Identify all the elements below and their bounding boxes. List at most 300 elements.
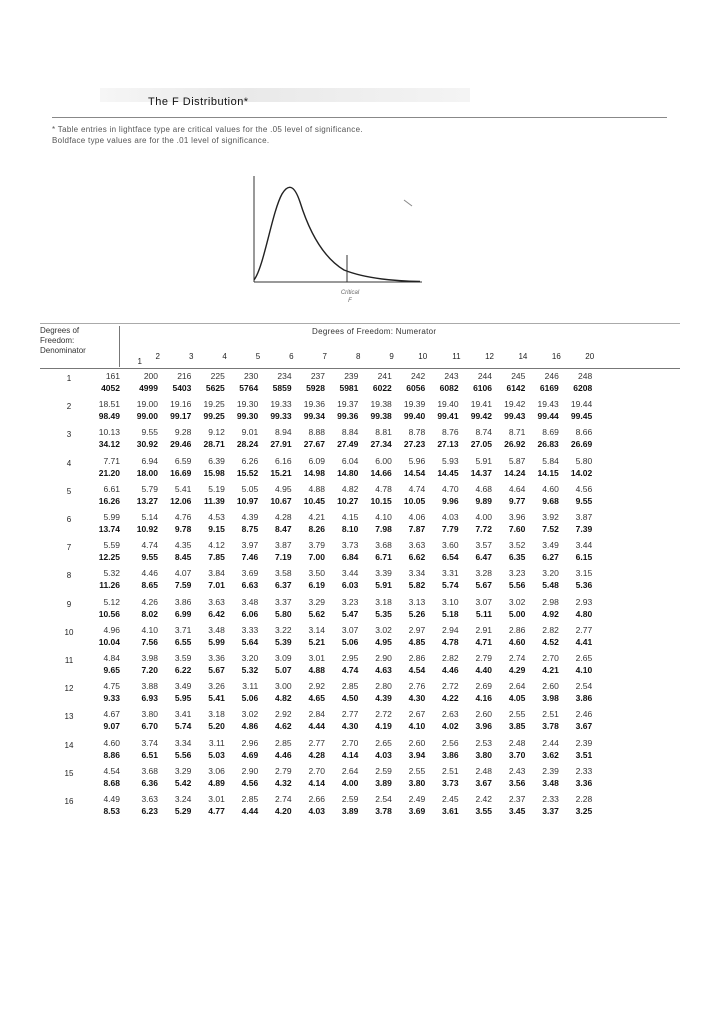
critical-value-05: 8.81 [375, 427, 392, 438]
critical-value-05: 2.90 [375, 653, 392, 663]
critical-value-05: 2.64 [341, 765, 359, 776]
critical-value-05: 2.80 [375, 681, 392, 692]
critical-value-05: 3.48 [241, 596, 259, 607]
critical-value-05: 3.74 [141, 737, 158, 748]
critical-value-05: 2.82 [542, 624, 559, 635]
critical-value-01: 4.89 [208, 777, 225, 788]
critical-f-label: Critical F [340, 290, 360, 304]
critical-value-01: 3.98 [542, 693, 559, 704]
critical-value-05: 3.01 [208, 794, 225, 804]
critical-value-01: 8.26 [308, 524, 325, 534]
critical-value-01: 5.64 [241, 636, 259, 647]
critical-value-05: 234 [277, 371, 292, 381]
critical-value-01: 7.46 [241, 552, 259, 563]
critical-value-05: 248 [578, 371, 593, 381]
critical-value-05: 3.68 [141, 765, 158, 776]
critical-value-01: 3.86 [575, 693, 593, 704]
critical-value-05: 2.77 [341, 709, 359, 720]
critical-value-05: 2.39 [542, 765, 559, 776]
critical-value-05: 3.71 [174, 624, 192, 635]
critical-value-01: 98.49 [98, 411, 120, 422]
critical-value-05: 3.86 [174, 596, 192, 607]
critical-value-05: 4.78 [375, 483, 392, 494]
critical-value-01: 10.05 [403, 495, 426, 506]
critical-value-05: 5.05 [241, 483, 259, 494]
critical-value-01: 4.62 [275, 721, 292, 732]
critical-value-01: 99.41 [437, 411, 459, 422]
critical-value-05: 8.69 [542, 427, 559, 438]
critical-value-05: 6.04 [341, 455, 359, 466]
critical-value-01: 4.88 [308, 665, 325, 675]
critical-value-05: 3.28 [475, 568, 492, 579]
critical-value-05: 2.70 [341, 737, 359, 748]
critical-value-01: 9.15 [208, 524, 225, 534]
critical-value-01: 3.67 [575, 721, 593, 732]
critical-value-05: 4.03 [442, 512, 459, 522]
critical-value-01: 10.92 [136, 524, 158, 534]
critical-value-05: 5.41 [174, 483, 192, 494]
critical-value-05: 6.00 [375, 455, 392, 466]
critical-value-01: 4.03 [308, 806, 325, 816]
critical-value-05: 3.68 [375, 540, 392, 551]
critical-value-05: 230 [244, 371, 259, 381]
critical-value-05: 2.85 [275, 737, 292, 748]
critical-value-05: 4.64 [508, 483, 526, 494]
critical-value-05: 239 [344, 371, 359, 381]
numerator-df-11: 11 [452, 352, 461, 361]
critical-value-05: 6.26 [241, 455, 259, 466]
critical-value-01: 13.27 [136, 495, 158, 506]
numerator-df-8: 8 [355, 352, 361, 361]
critical-value-01: 15.21 [270, 467, 292, 478]
critical-value-05: 4.35 [174, 540, 192, 551]
numerator-df-2: 2 [155, 352, 160, 361]
critical-value-05: 19.40 [437, 399, 459, 410]
critical-value-05: 2.86 [508, 624, 526, 635]
critical-value-05: 2.43 [508, 765, 526, 776]
critical-value-01: 6.15 [575, 552, 593, 563]
critical-value-01: 4.40 [475, 665, 492, 675]
critical-value-05: 6.61 [103, 483, 120, 494]
critical-value-01: 10.67 [270, 495, 292, 506]
critical-value-01: 5.06 [341, 636, 359, 647]
critical-value-01: 6.99 [174, 608, 192, 619]
critical-value-05: 19.38 [370, 399, 392, 410]
critical-value-01: 3.62 [542, 749, 559, 760]
critical-value-05: 2.53 [475, 737, 492, 748]
critical-value-05: 3.49 [542, 540, 559, 551]
critical-value-01: 5.56 [174, 749, 192, 760]
critical-value-01: 4.20 [275, 806, 292, 816]
critical-value-01: 3.96 [475, 721, 492, 732]
critical-value-05: 2.90 [241, 765, 259, 776]
critical-value-05: 8.88 [308, 427, 325, 438]
critical-value-01: 3.85 [508, 721, 526, 732]
critical-value-05: 2.54 [375, 794, 392, 804]
critical-value-01: 99.36 [337, 411, 359, 422]
critical-value-01: 6169 [539, 383, 559, 393]
critical-value-05: 2.39 [575, 737, 593, 748]
critical-value-05: 2.55 [508, 709, 526, 720]
critical-value-05: 4.12 [208, 540, 225, 551]
critical-value-05: 3.29 [174, 765, 192, 776]
critical-value-05: 2.72 [442, 681, 459, 692]
critical-value-01: 4.16 [475, 693, 492, 704]
critical-value-05: 6.16 [275, 455, 292, 466]
denominator-df-6: 6 [66, 515, 72, 524]
critical-value-01: 7.00 [308, 552, 325, 563]
critical-value-05: 3.18 [375, 596, 392, 607]
critical-value-05: 8.76 [442, 427, 459, 438]
critical-value-05: 3.87 [275, 540, 292, 551]
critical-value-05: 5.32 [103, 568, 120, 579]
critical-value-01: 4.80 [575, 608, 593, 619]
critical-value-05: 3.36 [208, 653, 225, 663]
critical-value-01: 6.42 [208, 608, 225, 619]
critical-value-01: 4.32 [275, 777, 292, 788]
critical-value-05: 2.37 [508, 794, 526, 804]
critical-value-01: 4.30 [341, 721, 359, 732]
critical-value-01: 5.48 [542, 580, 559, 591]
critical-value-01: 7.01 [208, 580, 225, 591]
critical-value-05: 2.94 [442, 624, 459, 635]
critical-value-01: 3.55 [475, 806, 492, 816]
numerator-df-1: 1 [137, 357, 142, 366]
critical-value-05: 3.10 [442, 596, 459, 607]
critical-value-01: 4.14 [341, 749, 359, 760]
critical-value-01: 4.46 [442, 665, 459, 675]
critical-value-05: 244 [477, 371, 492, 381]
critical-value-05: 3.73 [341, 540, 359, 551]
critical-value-05: 2.51 [442, 765, 459, 776]
critical-value-05: 2.93 [575, 596, 593, 607]
critical-value-05: 3.11 [242, 681, 259, 692]
critical-value-01: 6142 [506, 383, 526, 393]
critical-value-05: 4.46 [141, 568, 158, 579]
critical-value-05: 3.52 [508, 540, 526, 551]
critical-value-05: 19.39 [403, 399, 426, 410]
critical-value-01: 4.22 [442, 693, 459, 704]
critical-value-01: 6082 [439, 383, 459, 393]
denominator-df-7: 7 [66, 543, 72, 553]
critical-value-05: 4.39 [241, 512, 259, 522]
critical-value-01: 5.18 [442, 608, 459, 619]
denominator-df-1: 1 [66, 374, 72, 383]
critical-value-01: 6.63 [241, 580, 259, 591]
critical-value-01: 7.20 [141, 665, 158, 675]
critical-value-05: 3.63 [208, 596, 225, 607]
numerator-df-3: 3 [188, 352, 194, 361]
critical-value-05: 2.54 [575, 681, 593, 692]
critical-value-01: 8.86 [103, 749, 120, 760]
denominator-df-16: 16 [64, 797, 74, 806]
critical-value-05: 2.45 [442, 794, 459, 804]
critical-value-05: 19.41 [470, 399, 492, 410]
critical-value-05: 4.15 [341, 512, 359, 522]
critical-value-05: 2.49 [408, 794, 426, 804]
critical-value-05: 2.82 [442, 653, 459, 663]
numerator-df-5: 5 [255, 352, 261, 361]
critical-value-01: 7.98 [375, 524, 392, 534]
critical-value-05: 4.54 [103, 765, 120, 776]
critical-value-05: 8.78 [408, 427, 426, 438]
critical-value-01: 7.52 [542, 524, 559, 534]
critical-value-01: 4.65 [308, 693, 325, 704]
critical-value-05: 3.80 [141, 709, 158, 720]
critical-value-05: 19.36 [303, 399, 325, 410]
critical-value-05: 161 [105, 371, 120, 381]
critical-value-05: 2.70 [542, 653, 559, 663]
critical-value-01: 3.94 [408, 749, 426, 760]
critical-value-01: 6.55 [174, 636, 192, 647]
critical-value-01: 8.10 [341, 524, 359, 534]
critical-value-05: 3.11 [208, 737, 225, 748]
critical-value-01: 4.21 [542, 665, 559, 675]
critical-value-01: 5.95 [174, 693, 192, 704]
critical-value-05: 2.44 [542, 737, 559, 748]
critical-value-05: 3.69 [241, 568, 259, 579]
table-top-rule [40, 323, 680, 324]
critical-value-01: 5.62 [308, 608, 325, 619]
critical-value-05: 2.33 [542, 794, 559, 804]
critical-value-01: 5.80 [275, 608, 292, 619]
critical-value-05: 3.63 [141, 794, 158, 804]
critical-value-05: 246 [544, 371, 559, 381]
critical-value-01: 14.02 [570, 467, 593, 478]
critical-value-05: 3.07 [475, 596, 492, 607]
critical-value-01: 4.71 [475, 636, 492, 647]
denominator-df-8: 8 [66, 571, 72, 581]
critical-value-01: 28.71 [203, 439, 225, 450]
critical-value-01: 4.41 [575, 636, 593, 647]
critical-value-01: 3.69 [408, 806, 426, 816]
critical-value-01: 6.47 [475, 552, 492, 563]
critical-value-01: 21.20 [98, 467, 120, 478]
critical-value-05: 3.50 [308, 568, 325, 579]
denominator-df-14: 14 [64, 740, 74, 750]
critical-value-05: 2.74 [508, 653, 526, 663]
critical-value-01: 3.51 [575, 749, 593, 760]
critical-value-05: 3.06 [208, 765, 225, 776]
critical-value-05: 3.34 [408, 568, 426, 579]
critical-value-01: 4.14 [308, 777, 325, 788]
critical-value-01: 4.86 [241, 721, 259, 732]
critical-value-01: 27.23 [403, 439, 426, 450]
critical-value-01: 5.11 [475, 608, 492, 619]
critical-value-01: 5.32 [241, 665, 259, 675]
critical-value-05: 3.88 [141, 681, 158, 692]
critical-value-01: 5.41 [208, 693, 225, 704]
critical-value-01: 8.68 [103, 777, 120, 788]
critical-value-05: 3.84 [208, 568, 225, 579]
critical-value-01: 5928 [306, 383, 325, 393]
critical-value-05: 4.60 [542, 483, 559, 494]
title-rule [52, 117, 667, 118]
critical-value-01: 6.37 [275, 580, 292, 591]
critical-value-01: 7.39 [575, 524, 593, 534]
critical-value-01: 5.26 [408, 608, 426, 619]
critical-value-05: 3.41 [174, 709, 192, 720]
critical-value-05: 3.26 [208, 681, 225, 692]
critical-value-01: 11.26 [99, 580, 120, 591]
numerator-df-12: 12 [485, 352, 494, 361]
critical-value-01: 4.56 [241, 777, 259, 788]
critical-value-05: 18.51 [98, 399, 120, 410]
critical-value-05: 242 [411, 371, 426, 381]
critical-value-05: 3.01 [308, 653, 325, 663]
critical-value-05: 8.74 [475, 427, 492, 438]
critical-value-05: 6.59 [174, 455, 192, 466]
critical-value-05: 216 [177, 371, 192, 381]
critical-value-05: 2.60 [408, 737, 426, 748]
numerator-df-14: 14 [518, 352, 528, 361]
critical-value-01: 15.52 [236, 467, 259, 478]
critical-value-01: 10.04 [98, 636, 120, 647]
critical-value-01: 8.75 [241, 524, 259, 534]
critical-value-01: 3.78 [542, 721, 559, 732]
critical-value-01: 34.12 [98, 439, 120, 450]
critical-value-05: 6.94 [141, 455, 158, 466]
critical-value-01: 7.19 [275, 552, 292, 563]
critical-value-01: 4.82 [275, 693, 292, 704]
critical-value-01: 3.78 [375, 806, 392, 816]
critical-value-05: 2.97 [408, 624, 426, 635]
critical-value-05: 4.96 [103, 624, 120, 635]
critical-value-05: 4.49 [103, 794, 120, 804]
critical-value-01: 4052 [101, 383, 120, 393]
critical-value-05: 2.77 [308, 737, 325, 748]
critical-value-05: 4.67 [103, 709, 120, 720]
critical-value-05: 19.30 [236, 399, 259, 410]
critical-value-05: 4.56 [575, 483, 593, 494]
critical-value-01: 6.19 [308, 580, 325, 591]
critical-value-05: 2.67 [408, 709, 426, 720]
critical-value-01: 7.79 [442, 524, 459, 534]
critical-value-01: 6056 [406, 383, 426, 393]
critical-value-05: 4.95 [275, 483, 292, 494]
critical-value-01: 99.17 [170, 411, 192, 422]
critical-value-01: 6.36 [141, 777, 158, 788]
critical-value-01: 27.34 [370, 439, 392, 450]
numerator-df-16: 16 [551, 352, 561, 361]
critical-value-01: 7.87 [408, 524, 426, 534]
header-rule [40, 368, 680, 369]
critical-value-01: 4.92 [542, 608, 559, 619]
critical-value-01: 5625 [205, 383, 225, 393]
critical-value-01: 14.66 [370, 467, 392, 478]
critical-value-05: 8.84 [341, 427, 359, 438]
critical-value-01: 8.53 [103, 806, 120, 816]
critical-value-01: 4999 [139, 383, 158, 393]
critical-value-05: 5.59 [103, 540, 120, 551]
critical-value-05: 3.60 [442, 540, 459, 551]
critical-value-01: 3.89 [341, 806, 359, 816]
critical-value-05: 9.12 [208, 427, 225, 438]
critical-value-05: 5.14 [141, 512, 158, 522]
critical-value-01: 12.25 [98, 552, 120, 563]
critical-value-01: 3.25 [575, 806, 593, 816]
denominator-df-4: 4 [66, 458, 72, 468]
critical-value-05: 3.18 [208, 709, 225, 720]
critical-value-01: 10.56 [98, 608, 120, 619]
critical-value-01: 5.21 [308, 636, 325, 647]
critical-value-01: 6.51 [141, 749, 158, 760]
critical-value-05: 2.46 [575, 709, 593, 720]
critical-value-01: 4.77 [208, 806, 225, 816]
critical-value-01: 4.30 [408, 693, 426, 704]
critical-value-05: 3.29 [308, 596, 325, 607]
critical-value-01: 4.39 [375, 693, 392, 704]
critical-value-05: 3.39 [375, 568, 392, 579]
numerator-df-9: 9 [389, 352, 394, 361]
critical-value-05: 225 [210, 371, 225, 381]
critical-value-01: 14.45 [437, 467, 459, 478]
critical-value-01: 27.13 [437, 439, 459, 450]
critical-value-01: 3.56 [508, 777, 526, 788]
critical-value-05: 2.60 [475, 709, 492, 720]
critical-value-01: 6.27 [542, 552, 559, 563]
critical-value-01: 4.63 [375, 665, 392, 675]
critical-value-05: 3.23 [508, 568, 526, 579]
critical-value-05: 2.66 [308, 794, 325, 804]
critical-value-01: 6.54 [442, 552, 459, 563]
critical-value-01: 4.19 [375, 721, 392, 732]
critical-value-05: 5.99 [103, 512, 120, 522]
critical-value-01: 99.45 [570, 411, 593, 422]
critical-value-01: 5.67 [475, 580, 492, 591]
critical-value-05: 5.91 [475, 455, 492, 466]
critical-value-05: 2.48 [475, 765, 492, 776]
critical-value-05: 2.72 [375, 709, 392, 720]
critical-value-05: 2.42 [475, 794, 492, 804]
critical-value-01: 4.28 [308, 749, 325, 760]
critical-value-01: 3.73 [442, 777, 459, 788]
critical-value-01: 4.60 [508, 636, 526, 647]
critical-value-01: 6.23 [141, 806, 158, 816]
critical-value-05: 4.88 [308, 483, 325, 494]
critical-value-05: 2.60 [542, 681, 559, 692]
critical-value-01: 4.95 [375, 636, 392, 647]
critical-value-01: 5.06 [241, 693, 259, 704]
critical-value-01: 5.36 [575, 580, 593, 591]
critical-value-01: 7.56 [141, 636, 158, 647]
critical-value-01: 99.43 [504, 411, 526, 422]
critical-value-05: 4.60 [103, 737, 120, 748]
critical-value-05: 19.44 [570, 399, 593, 410]
critical-value-05: 19.43 [537, 399, 559, 410]
critical-value-01: 6.84 [341, 552, 359, 563]
critical-value-05: 2.92 [308, 681, 325, 692]
critical-value-01: 18.00 [136, 467, 158, 478]
critical-value-05: 2.59 [375, 765, 392, 776]
critical-value-01: 9.33 [103, 693, 120, 704]
critical-value-05: 6.39 [208, 455, 225, 466]
tick-mark [404, 200, 412, 206]
denominator-df-3: 3 [66, 430, 72, 440]
critical-value-01: 9.65 [103, 665, 120, 675]
critical-value-01: 99.42 [470, 411, 492, 422]
critical-value-01: 99.33 [270, 411, 292, 422]
critical-value-01: 99.25 [203, 411, 225, 422]
critical-value-01: 26.83 [537, 439, 559, 450]
critical-value-05: 2.85 [341, 681, 359, 692]
critical-value-01: 5.00 [508, 608, 526, 619]
critical-value-05: 6.09 [308, 455, 325, 466]
critical-value-05: 2.95 [341, 653, 359, 663]
critical-value-01: 5.07 [275, 665, 292, 675]
critical-value-01: 5.03 [208, 749, 225, 760]
critical-value-01: 10.27 [337, 495, 359, 506]
